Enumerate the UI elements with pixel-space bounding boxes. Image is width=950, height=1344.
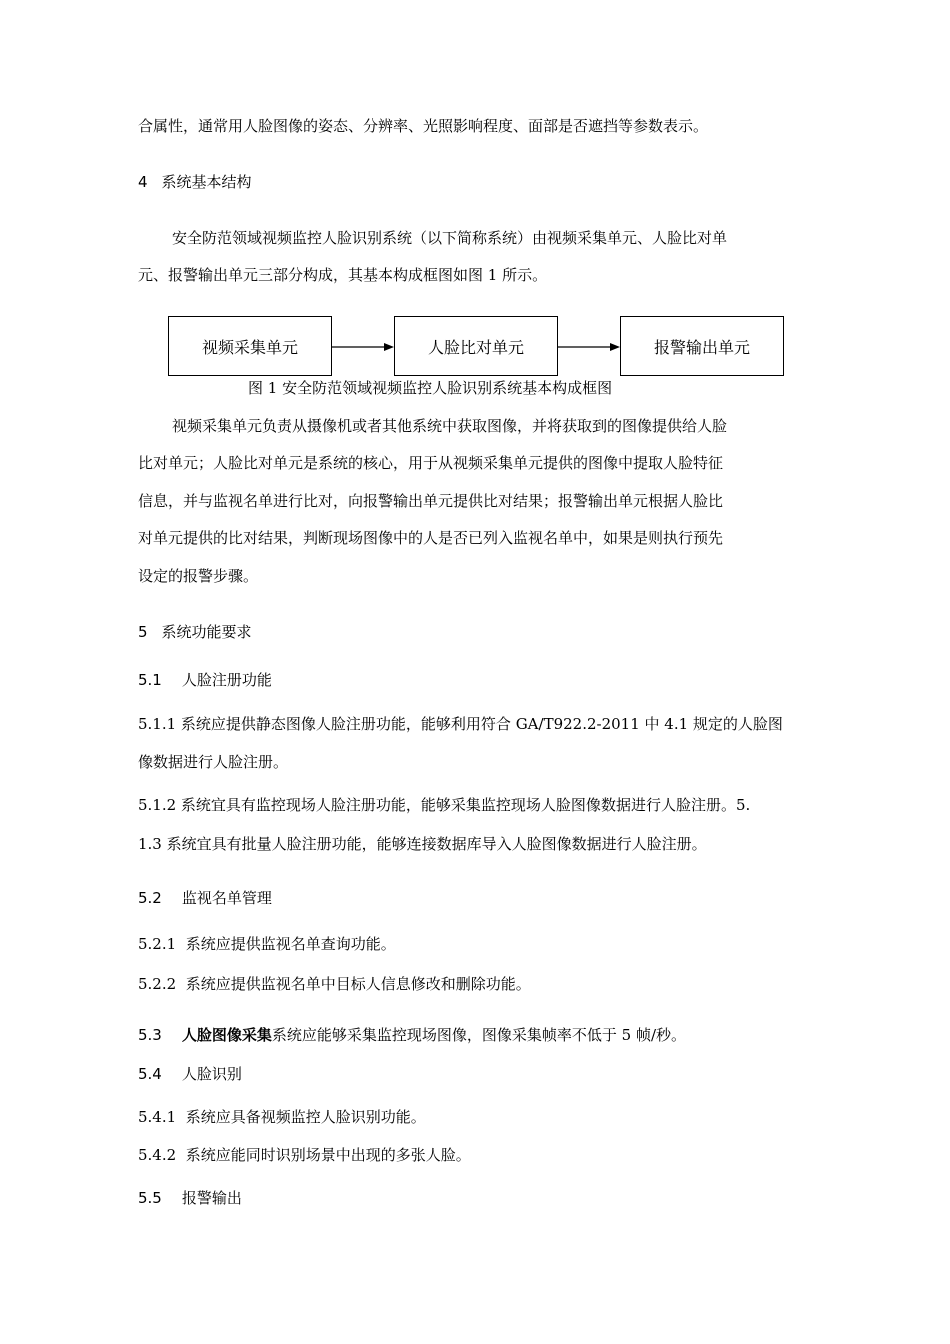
section-title: 人脸图像采集 [181,1026,272,1044]
paragraph-line: 5.1.1 系统应提供静态图像人脸注册功能，能够利用符合 GA/T922.2-2011 中 4.1 规定的人脸图 [138,715,783,733]
paragraph-line: 对单元提供的比对结果，判断现场图像中的人是否已列入监视名单中，如果是则执行预先 [138,529,724,547]
list-item [138,1145,471,1165]
subsection-5-4-heading [138,1064,242,1084]
section-title: 系统功能要求 [161,623,252,641]
paragraph-line: 比对单元；人脸比对单元是系统的核心，用于从视频采集单元提供的图像中提取人脸特征 [138,454,724,472]
section-number: 5.1 [138,671,162,689]
list-item [138,974,531,994]
paragraph-line: 信息，并与监视名单进行比对，向报警输出单元提供比对结果；报警输出单元根据人脸比 [138,492,724,510]
item-number: 5.4.1 [138,1108,177,1126]
item-text: 系统应能同时识别场景中出现的多张人脸。 [185,1146,471,1164]
section-number: 5.3 [138,1026,162,1044]
section-title: 监视名单管理 [181,889,272,907]
paragraph-line: 设定的报警步骤。 [138,567,259,585]
section-title: 人脸识别 [181,1065,242,1083]
item-text: 系统应提供监视名单中目标人信息修改和删除功能。 [185,975,531,993]
item-number: 5.4.2 [138,1146,177,1164]
section-number: 4 [138,173,148,191]
section-title: 人脸注册功能 [181,671,272,689]
section-4-heading [138,172,252,192]
subsection-5-2-heading [138,888,272,908]
paragraph-line: 安全防范领域视频监控人脸识别系统（以下简称系统）由视频采集单元、人脸比对单 [172,229,728,247]
figure-caption: 图 1 安全防范领域视频监控人脸识别系统基本构成框图 [248,379,613,397]
intro-line: 合属性，通常用人脸图像的姿态、分辨率、光照影响程度、面部是否遮挡等参数表示。 [138,117,709,135]
item-text: 系统应提供监视名单查询功能。 [185,935,396,953]
section-title: 系统基本结构 [161,173,252,191]
paragraph-line: 5.1.2 系统宜具有监控现场人脸注册功能，能够采集监控现场人脸图像数据进行人脸注册。5. [138,796,751,814]
subsection-5-1-heading [138,670,272,690]
paragraph-line: 元、报警输出单元三部分构成，其基本构成框图如图 1 所示。 [138,266,548,284]
arrow-icon [332,340,394,354]
section-number: 5.2 [138,889,162,907]
section-number: 5.5 [138,1189,162,1207]
list-item [138,934,396,954]
arrow-icon [558,340,620,354]
section-number: 5 [138,623,148,641]
section-5-heading [138,622,252,642]
section-text: 系统应能够采集监控现场图像，图像采集帧率不低于 5 帧/秒。 [271,1026,687,1044]
item-text: 系统应具备视频监控人脸识别功能。 [185,1108,426,1126]
paragraph-line: 视频采集单元负责从摄像机或者其他系统中获取图像，并将获取到的图像提供给人脸 [172,417,728,435]
item-number: 5.2.2 [138,975,177,993]
list-item [138,1107,426,1127]
section-number: 5.4 [138,1065,162,1083]
paragraph-line: 像数据进行人脸注册。 [138,753,289,771]
diagram-box-alarm-output: 报警输出单元 [620,316,784,376]
section-title: 报警输出 [181,1189,242,1207]
diagram-box-video-capture: 视频采集单元 [168,316,332,376]
subsection-5-5-heading [138,1188,242,1208]
item-number: 5.2.1 [138,935,177,953]
diagram-box-face-compare: 人脸比对单元 [394,316,558,376]
subsection-5-3 [138,1025,686,1045]
paragraph-line: 1.3 系统宜具有批量人脸注册功能，能够连接数据库导入人脸图像数据进行人脸注册。 [138,835,707,853]
